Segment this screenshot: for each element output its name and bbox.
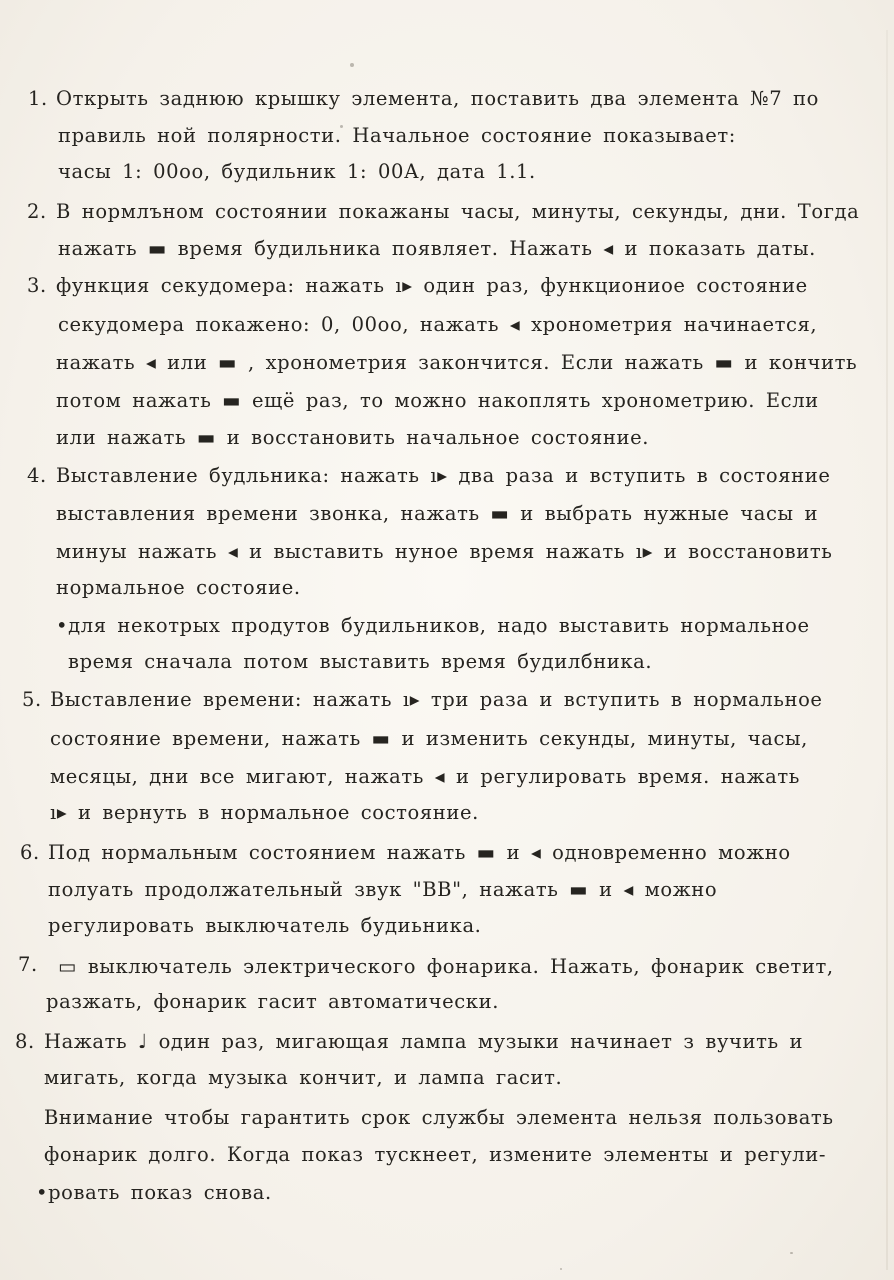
section-5-line: месяцы, дни все мигают, нажать ◂ и регулировать время. нажать — [50, 765, 800, 788]
warning-line: Внимание чтобы гарантить срок службы элемента нельзя пользовать — [44, 1106, 834, 1129]
section-4-line: Выставление будльника: нажать ı▸ два раза и вступить в состояние — [56, 464, 831, 487]
section-1-line: Открыть заднюю крышку элемента, поставить два элемента №7 по — [56, 87, 819, 110]
section-8-line: мигать, когда музыка кончит, и лампа гасит. — [44, 1066, 563, 1089]
section-8-line: Нажать ♩ один раз, мигающая лампа музыки начинает з вучить и — [44, 1030, 804, 1053]
ink-speck — [350, 63, 354, 67]
section-6-line: полуать продолжательный звук "ВВ", нажать ▬ и ◂ можно — [48, 878, 718, 901]
section-3-line: нажать ◂ или ▬ , хронометрия закончится. Если нажать ▬ и кончить — [56, 351, 858, 374]
section-8-number: 8. — [15, 1030, 35, 1053]
section-5-line: Выставление времени: нажать ı▸ три раза и вступить в нормальное — [50, 688, 823, 711]
section-2-number: 2. — [27, 200, 47, 223]
section-6-line: регулировать выключатель будиьника. — [48, 914, 482, 937]
section-2-line: нажать ▬ время будильника появляет. Нажать ◂ и показать даты. — [58, 237, 816, 260]
page-edge — [886, 30, 888, 1270]
section-6-line: Под нормальным состоянием нажать ▬ и ◂ одновременно можно — [48, 841, 791, 864]
section-4-note-line: время сначала потом выставить время будилбника. — [68, 650, 653, 673]
section-3-line: функция секудомера: нажать ı▸ один раз, функциониое состояние — [56, 274, 808, 297]
section-3-number: 3. — [27, 274, 47, 297]
section-7-number: 7. — [18, 953, 38, 976]
section-4-line: нормальное состояие. — [56, 576, 301, 599]
section-2-line: В нормлъном состоянии покажаны часы, минуты, секунды, дни. Тогда — [56, 200, 860, 223]
section-1-line: часы 1: 00оо, будильник 1: 00А, дата 1.1. — [58, 160, 536, 183]
section-5-number: 5. — [22, 688, 42, 711]
section-7-line: ▭ выключатель электрического фонарика. Нажать, фонарик светит, — [58, 955, 834, 978]
section-7-line: разжать, фонарик гасит автоматически. — [46, 990, 499, 1013]
section-3-line: или нажать ▬ и восстановить начальное состояние. — [56, 426, 650, 449]
ink-speck — [790, 1252, 793, 1254]
section-4-number: 4. — [27, 464, 47, 487]
ink-speck — [560, 1268, 562, 1270]
section-1-line: правиль ной полярности. Начальное состояние показывает: — [58, 124, 736, 147]
section-4-note-line: •для некотрых продутов будильников, надо выставить нормальное — [56, 614, 810, 637]
section-5-line: ı▸ и вернуть в нормальное состояние. — [50, 801, 479, 824]
section-1-number: 1. — [28, 87, 48, 110]
section-4-line: минуы нажать ◂ и выставить нуное время нажать ı▸ и восстановить — [56, 540, 833, 563]
warning-line: фонарик долго. Когда показ тускнеет, измените элементы и регули- — [44, 1143, 827, 1166]
section-6-number: 6. — [20, 841, 40, 864]
section-3-line: секудомера покажено: 0, 00оо, нажать ◂ хронометрия начинается, — [58, 313, 818, 336]
section-3-line: потом нажать ▬ ещё раз, то можно накоплять хронометрию. Если — [56, 389, 819, 412]
section-4-line: выставления времени звонка, нажать ▬ и выбрать нужные часы и — [56, 502, 819, 525]
section-5-line: состояние времени, нажать ▬ и изменить секунды, минуты, часы, — [50, 727, 808, 750]
warning-line: •ровать показ снова. — [36, 1181, 272, 1204]
